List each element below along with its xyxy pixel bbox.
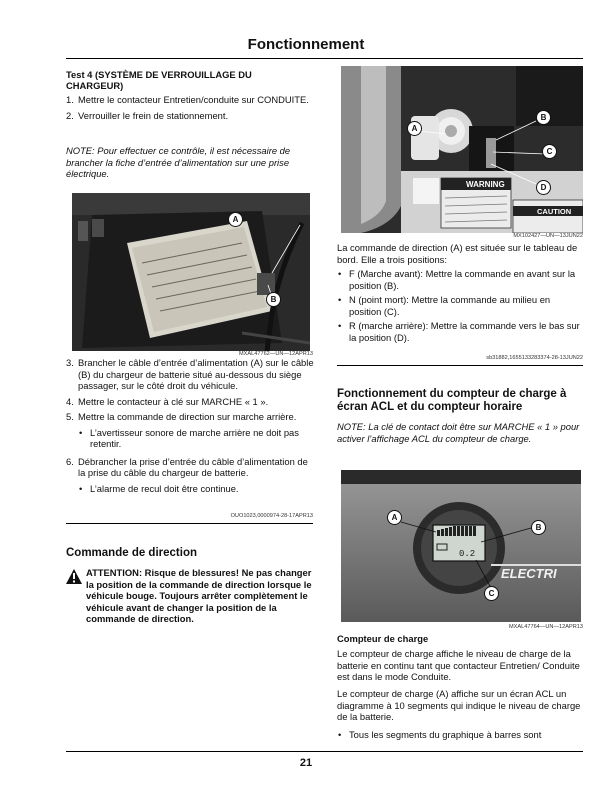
charge-meter-photo-illustration xyxy=(341,470,581,622)
photo3-reference: MXAL47764—UN—12APR13 xyxy=(509,624,583,630)
segments-bullet: • Tous les segments du graphique à barres sont xyxy=(337,729,585,741)
step-subitem xyxy=(66,427,314,450)
note-block-2 xyxy=(337,421,585,444)
steps-list-a xyxy=(66,94,314,121)
lcd-hours-text: 0.2 xyxy=(459,549,476,559)
callout-a: A xyxy=(228,212,243,227)
callout-c: C xyxy=(484,586,499,601)
photo2-reference: MX102427—UN—13JUN22 xyxy=(513,233,583,239)
steering-control-heading: Commande de direction xyxy=(66,547,197,559)
dashboard-photo xyxy=(341,66,583,233)
warning-label-text: WARNING xyxy=(466,180,505,189)
note-label: NOTE: xyxy=(337,421,366,432)
section-rule xyxy=(337,365,583,366)
charge-meter-photo xyxy=(341,470,581,622)
step-subtext: L’alarme de recul doit être continue. xyxy=(90,482,239,494)
step-text: Brancher le câble d’entrée d’alimentation (A) sur le câble (B) du chargeur de batterie situé au-dessous du siège passager, sur le côté droit du véhicule. xyxy=(78,357,314,391)
step-number: 1. xyxy=(66,94,74,105)
position-item: • N (point mort): Mettre la commande au milieu en position (C). xyxy=(337,294,585,317)
step-number: 2. xyxy=(66,109,74,121)
steps-list-b xyxy=(66,357,314,494)
step-item xyxy=(66,357,314,392)
callout-b: B xyxy=(531,520,546,535)
step-number: 4. xyxy=(66,395,74,407)
callout-d: D xyxy=(536,180,551,195)
charge-meter-paragraph-1: Le compteur de charge affiche le niveau de charge de la batterie en continu tant que contacteur Entretien/ Conduite est dans le mode Conduite. xyxy=(337,648,580,682)
callout-a: A xyxy=(407,121,422,136)
photo1-reference: MXAL47762—UN—12APR13 xyxy=(239,351,313,357)
step-text: Débrancher la prise d’entrée du câble d’alimentation de la prise du câble du chargeur de batterie. xyxy=(78,455,308,478)
caution-label-text: CAUTION xyxy=(537,207,572,216)
attention-text: ATTENTION: Risque de blessures! Ne pas changer la position de la commande de direction lorsque le véhicule bouge. Toujours arrêter complètement le véhicule avant de changer la position de la commande de direction. xyxy=(86,567,312,624)
note-block xyxy=(66,145,314,180)
position-item: • F (Marche avant): Mettre la commande en avant sur la position (B). xyxy=(337,268,585,291)
step-number: 3. xyxy=(66,357,74,368)
step-item xyxy=(66,456,314,479)
callout-c: C xyxy=(542,144,557,159)
step-item xyxy=(66,110,314,122)
page-title: Fonctionnement xyxy=(247,36,365,53)
charge-meter-paragraph-2: Le compteur de charge (A) affiche sur un écran ACL un diagramme à 10 segments qui indique le niveau de charge de la batterie. xyxy=(337,688,581,722)
brand-text: ELECTRI xyxy=(501,566,557,581)
charge-meter-heading: Fonctionnement du compteur de charge à écran ACL et du compteur horaire xyxy=(337,388,567,413)
step-text: Mettre la commande de direction sur marche arrière. xyxy=(78,411,297,422)
step-text: Mettre le contacteur à clé sur MARCHE « 1 ». xyxy=(78,395,269,407)
charge-meter-subheading: Compteur de charge xyxy=(337,633,429,644)
callout-b: B xyxy=(266,292,281,307)
step-number: 6. xyxy=(66,455,74,467)
charger-photo-illustration xyxy=(72,193,310,351)
bullet-glyph: • xyxy=(79,482,83,494)
section-reference-1: OUO1023,0000974-28-17APR13 xyxy=(230,513,313,519)
footer-rule xyxy=(66,751,583,752)
note-text: La clé de contact doit être sur MARCHE « 1 » pour activer l’affichage ACL du compteur de charge. xyxy=(337,421,580,444)
note-label: NOTE: xyxy=(66,145,95,156)
header-rule xyxy=(66,58,583,59)
callout-b: B xyxy=(536,110,551,125)
warning-triangle-icon xyxy=(66,569,82,584)
step-item xyxy=(66,396,314,408)
bullet-glyph: • xyxy=(79,426,83,438)
step-text: Verrouiller le frein de stationnement. xyxy=(78,109,229,121)
steering-intro: La commande de direction (A) est située sur le tableau de bord. Elle a trois positions: xyxy=(337,242,578,265)
position-item: • R (marche arrière): Mettre la commande vers le bas sur la position (D). xyxy=(337,320,585,343)
section-reference-2: sb31882,1655133283374-28-13JUN22 xyxy=(486,355,583,361)
section-rule xyxy=(66,523,313,524)
step-subtext: L’avertisseur sonore de marche arrière ne doit pas retentir. xyxy=(90,426,299,449)
note-text: Pour effectuer ce contrôle, il est nécessaire de brancher la fiche d’entrée d’alimentation sur une prise électrique. xyxy=(66,145,291,179)
step-item xyxy=(66,94,314,106)
step-text: Mettre le contacteur Entretien/conduite sur CONDUITE. xyxy=(78,94,309,105)
step-number: 5. xyxy=(66,411,74,422)
step-subitem xyxy=(66,483,314,495)
positions-list xyxy=(337,268,585,343)
test-heading: Test 4 (SYSTÈME DE VERROUILLAGE DU CHARGEUR) xyxy=(66,69,252,91)
callout-a: A xyxy=(387,510,402,525)
charger-photo xyxy=(72,193,310,351)
step-item xyxy=(66,411,314,423)
page-number: 21 xyxy=(299,757,313,769)
